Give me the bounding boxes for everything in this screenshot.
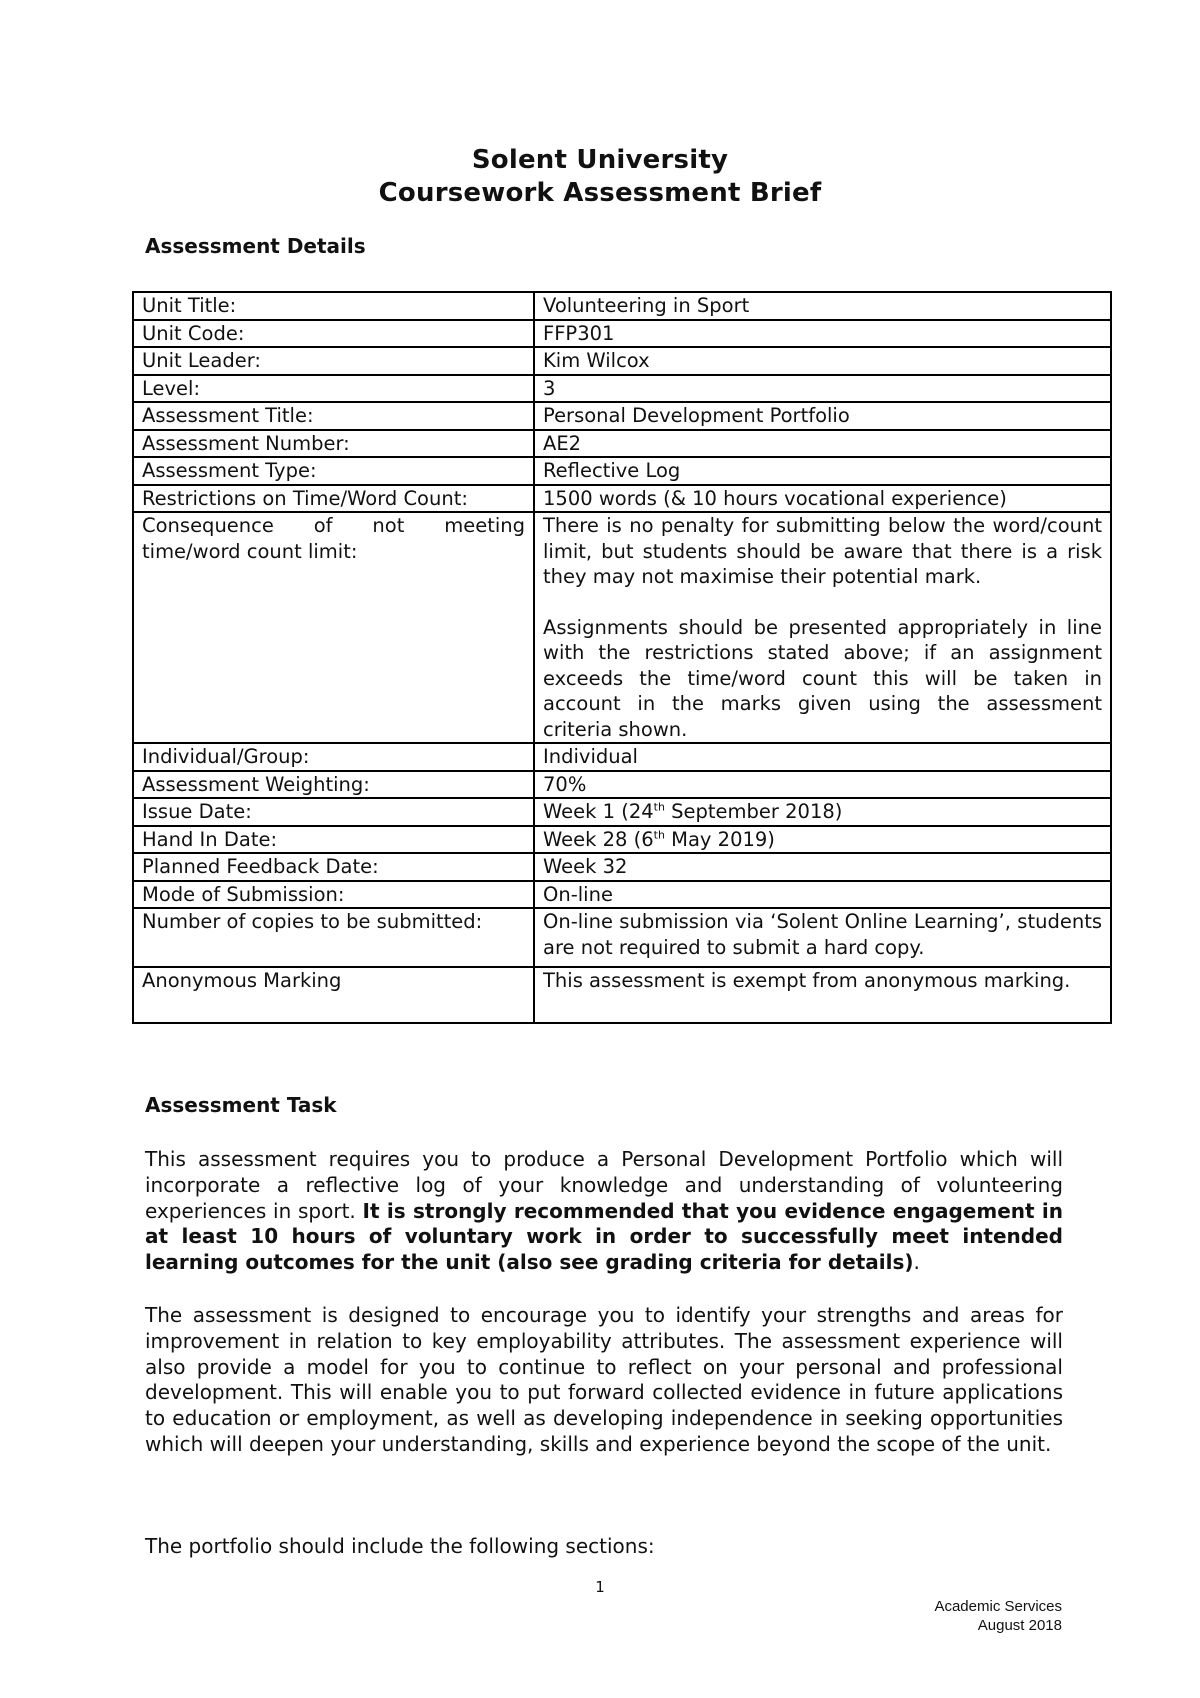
unit-title-label: Unit Title: [133,292,534,320]
unit-title-value: Volunteering in Sport [534,292,1111,320]
table-row [133,908,1111,967]
restrictions-label: Restrictions on Time/Word Count: [133,485,534,513]
assessment-title-label: Assessment Title: [133,402,534,430]
issue-date-value: Week 1 (24th September 2018) [534,798,1111,826]
assessment-task-heading: Assessment Task [145,1093,337,1117]
assessment-type-label: Assessment Type: [133,457,534,485]
copies-value: On-line submission via ‘Solent Online Learning’, students are not required to submit a hard copy. [534,908,1111,967]
assessment-number-value: AE2 [534,430,1111,458]
table-row [133,512,1111,743]
table-row [133,881,1111,909]
task-paragraph-3: The portfolio should include the following sections: [145,1534,655,1558]
consequence-value [534,512,1111,743]
table-row [133,457,1111,485]
table-row [133,743,1111,771]
table-row [133,375,1111,403]
page-number: 1 [595,1578,605,1596]
table-row [133,402,1111,430]
level-label: Level: [133,375,534,403]
assessment-number-label: Assessment Number: [133,430,534,458]
footer-date: August 2018 [977,1617,1062,1634]
table-row [133,347,1111,375]
assessment-details-heading: Assessment Details [145,234,366,258]
table-row [133,967,1111,1023]
consequence-paragraph-2: Assignments should be presented appropriately in line with the restrictions stated above; if an assignment exceeds the time/word count this will be taken in account in the marks given using the assessment criteria shown. [543,615,1102,741]
footer-department: Academic Services [934,1598,1062,1615]
restrictions-value: 1500 words (& 10 hours vocational experience) [534,485,1111,513]
copies-label: Number of copies to be submitted: [133,908,534,967]
unit-code-value: FFP301 [534,320,1111,348]
issue-date-label: Issue Date: [133,798,534,826]
mode-value: On-line [534,881,1111,909]
assessment-details-table [132,291,1112,1024]
university-title: Solent University [471,145,729,175]
unit-code-label: Unit Code: [133,320,534,348]
unit-leader-label: Unit Leader: [133,347,534,375]
table-row [133,485,1111,513]
weighting-value: 70% [534,771,1111,799]
consequence-paragraph-1: There is no penalty for submitting below the word/count limit, but students should be aware that there is a risk they may not maximise their potential mark. [543,514,1102,588]
consequence-label: Consequence of not meeting time/word count limit: [133,512,534,743]
level-value: 3 [534,375,1111,403]
table-row [133,292,1111,320]
feedback-date-value: Week 32 [534,853,1111,881]
table-row [133,320,1111,348]
anonymous-label: Anonymous Marking [133,967,534,1023]
individual-group-value: Individual [534,743,1111,771]
assessment-title-value: Personal Development Portfolio [534,402,1111,430]
assessment-type-value: Reflective Log [534,457,1111,485]
feedback-date-label: Planned Feedback Date: [133,853,534,881]
table-row [133,798,1111,826]
hand-in-date-label: Hand In Date: [133,826,534,854]
brief-title: Coursework Assessment Brief [378,178,822,208]
unit-leader-value: Kim Wilcox [534,347,1111,375]
task-paragraph-1: This assessment requires you to produce a Personal Development Portfolio which will incorporate a reflective log of your knowledge and understanding of volunteering experiences in sport. It is strongly recommended that you evidence engagement in at least 10 hours of voluntary work in order to successfully meet intended learning outcomes for the unit (also see grading criteria for details). [145,1147,1063,1275]
table-row [133,826,1111,854]
mode-label: Mode of Submission: [133,881,534,909]
table-row [133,771,1111,799]
task-paragraph-2: The assessment is designed to encourage you to identify your strengths and areas for improvement in relation to key employability attributes. The assessment experience will also provide a model for you to continue to reflect on your personal and professional development. This will enable you to put forward collected evidence in future applications to education or employment, as well as developing independence in seeking opportunities which will deepen your understanding, skills and experience beyond the scope of the unit. [145,1303,1063,1456]
table-row [133,430,1111,458]
hand-in-date-value: Week 28 (6th May 2019) [534,826,1111,854]
table-row [133,853,1111,881]
anonymous-value: This assessment is exempt from anonymous marking. [534,967,1111,1023]
individual-group-label: Individual/Group: [133,743,534,771]
task-emphasis: It is strongly recommended that you evidence engagement in at least 10 hours of voluntary work in order to successfully meet intended learning outcomes for the unit (also see grading criteria for details) [145,1198,1063,1275]
weighting-label: Assessment Weighting: [133,771,534,799]
